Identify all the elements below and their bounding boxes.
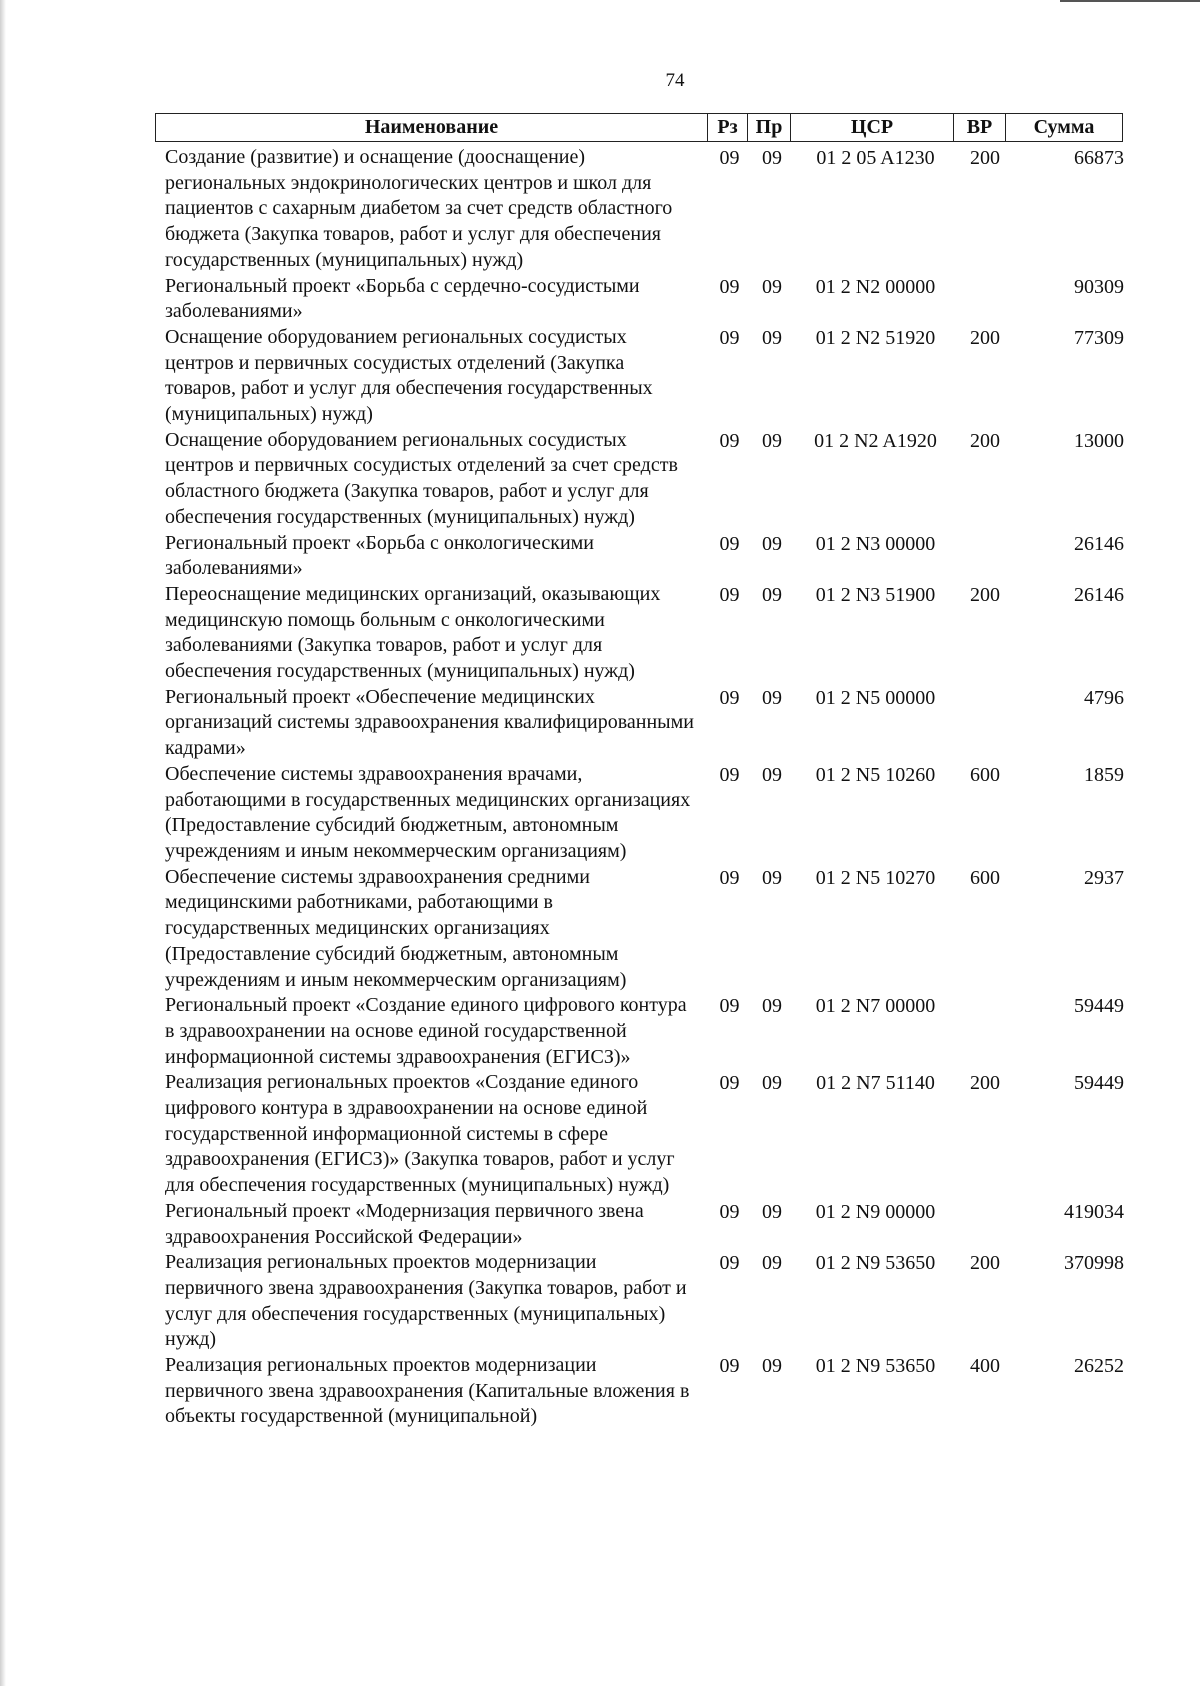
row-vr [958, 685, 1012, 762]
row-pr: 09 [762, 583, 782, 606]
row-name: Региональный проект «Борьба с онкологическими заболеваниями» [165, 531, 595, 580]
row-vr [958, 274, 1012, 325]
table-row [165, 145, 1135, 274]
row-name: Реализация региональных проектов модернизации первичного звена здравоохранения (Капитальные вложения в объекты государственной (муниципальной) [165, 1354, 690, 1428]
row-sum: 59449 [1074, 1072, 1124, 1095]
row-name: Оснащение оборудованием региональных сосудистых центров и первичных сосудистых отделений за счет средств областного бюджета (Закупка товаров, работ и услуг для обеспечения государственных (муниципальных) нужд) [165, 428, 678, 528]
table-row [165, 1070, 1135, 1199]
row-name: Реализация региональных проектов «Создание единого цифрового контура в здравоохранении на основе единой государственной информационной системы в сфере здравоохранения (ЕГИСЗ)» (Закупка товаров, работ и услуг для обеспечения государственных (муниципальных) нужд) [165, 1071, 675, 1197]
row-pr: 09 [762, 326, 782, 349]
row-sum: 2937 [1084, 866, 1124, 889]
row-rz: 09 [719, 275, 740, 298]
row-sum: 26146 [1074, 583, 1124, 606]
row-name: Обеспечение системы здравоохранения средними медицинскими работниками, работающими в государственных медицинских организациях (Предоставление субсидий бюджетным, автономным учреждениям и иным некоммерческим организациям) [165, 865, 627, 991]
row-rz: 09 [719, 1072, 740, 1095]
row-name: Переоснащение медицинских организаций, оказывающих медицинскую помощь больным с онкологическими заболеваниями (Закупка товаров, работ и услуг для обеспечения государственных (муниципальных) нужд) [165, 582, 661, 683]
row-pr: 09 [762, 1355, 782, 1378]
table-row [165, 993, 1135, 1070]
row-csr: 01 2 N9 53650 [815, 1355, 936, 1378]
row-pr: 09 [762, 532, 782, 555]
header-sum: Сумма [1006, 113, 1123, 142]
row-name: Региональный проект «Обеспечение медицинских организаций системы здравоохранения квалифицированными кадрами» [165, 685, 694, 760]
row-vr: 200 [970, 326, 1000, 349]
row-sum: 59449 [1074, 995, 1124, 1018]
row-rz: 09 [719, 686, 740, 709]
row-vr: 200 [970, 1072, 1000, 1095]
row-sum: 66873 [1074, 147, 1124, 169]
table-header [155, 113, 1135, 145]
table-row [165, 1353, 1135, 1430]
row-pr: 09 [762, 686, 782, 709]
row-rz: 09 [719, 995, 740, 1018]
row-pr: 09 [762, 1252, 782, 1275]
row-vr: 200 [970, 1252, 1000, 1275]
row-pr: 09 [762, 1072, 782, 1095]
row-csr: 01 2 N3 00000 [815, 532, 936, 555]
row-csr: 01 2 N5 00000 [815, 686, 936, 709]
row-rz: 09 [719, 763, 740, 786]
header-vr: ВР [954, 113, 1006, 142]
header-csr: ЦСР [791, 113, 954, 142]
row-vr: 600 [970, 763, 1000, 786]
row-sum: 419034 [1064, 1200, 1124, 1223]
row-rz: 09 [719, 147, 740, 169]
row-vr: 400 [970, 1355, 1000, 1378]
table-row [165, 274, 1135, 325]
row-csr: 01 2 N2 A1920 [814, 429, 937, 452]
row-name: Оснащение оборудованием региональных сосудистых центров и первичных сосудистых отделений (Закупка товаров, работ и услуг для обеспечения государственных (муниципальных) нужд) [165, 325, 653, 426]
row-pr: 09 [762, 866, 782, 889]
row-vr: 200 [970, 583, 1000, 606]
row-pr: 09 [762, 429, 782, 452]
row-rz: 09 [719, 1252, 740, 1275]
row-sum: 1859 [1084, 763, 1124, 786]
row-sum: 370998 [1064, 1252, 1124, 1275]
row-pr: 09 [762, 275, 782, 298]
row-name: Создание (развитие) и оснащение (дооснащение) региональных эндокринологических центров и школ для пациентов с сахарным диабетом за счет средств областного бюджета (Закупка товаров, работ и услуг для обеспечения государственных (муниципальных) нужд) [165, 146, 673, 271]
row-sum: 26146 [1074, 532, 1124, 555]
row-rz: 09 [719, 866, 740, 889]
row-pr: 09 [762, 147, 782, 169]
row-sum: 13000 [1074, 429, 1124, 452]
row-csr: 01 2 N9 53650 [815, 1252, 936, 1275]
row-vr [958, 1199, 1012, 1250]
row-rz: 09 [719, 583, 740, 606]
row-csr: 01 2 05 A1230 [816, 147, 935, 169]
table-row [165, 1250, 1135, 1353]
row-sum: 4796 [1084, 686, 1124, 709]
row-rz: 09 [719, 532, 740, 555]
row-vr: 600 [970, 866, 1000, 889]
table-row [165, 531, 1135, 582]
table-row [165, 865, 1135, 994]
row-csr: 01 2 N9 00000 [815, 1200, 936, 1223]
page-number: 74 [665, 70, 685, 91]
row-vr: 200 [970, 429, 1000, 452]
row-csr: 01 2 N5 10270 [815, 866, 936, 889]
header-rz: Рз [708, 113, 748, 142]
row-name: Реализация региональных проектов модернизации первичного звена здравоохранения (Закупка товаров, работ и услуг для обеспечения государственных (муниципальных) нужд) [165, 1251, 687, 1351]
row-pr: 09 [762, 1200, 782, 1223]
row-vr [958, 531, 1012, 582]
row-sum: 26252 [1074, 1355, 1124, 1378]
row-pr: 09 [762, 995, 782, 1018]
row-csr: 01 2 N2 51920 [815, 326, 936, 349]
row-rz: 09 [719, 326, 740, 349]
scan-edge [0, 0, 6, 1686]
row-csr: 01 2 N7 51140 [816, 1072, 935, 1095]
table-body [165, 145, 1135, 1430]
row-rz: 09 [719, 1200, 740, 1223]
row-name: Обеспечение системы здравоохранения врачами, работающими в государственных медицинских организациях (Предоставление субсидий бюджетным, автономным учреждениям и иным некоммерческим организациям) [165, 762, 691, 862]
header-name: Наименование [155, 113, 708, 142]
table-row [165, 762, 1135, 865]
row-rz: 09 [719, 1355, 740, 1378]
row-name: Региональный проект «Создание единого цифрового контура в здравоохранении на основе единой государственной информационной системы здравоохранения (ЕГИСЗ)» [165, 994, 687, 1068]
table-row [165, 428, 1135, 531]
row-vr: 200 [970, 147, 1000, 169]
row-pr: 09 [762, 763, 782, 786]
row-csr: 01 2 N7 00000 [815, 995, 936, 1018]
table-row [165, 685, 1135, 762]
table-row [165, 325, 1135, 428]
row-csr: 01 2 N3 51900 [815, 583, 936, 606]
header-pr: Пр [748, 113, 791, 142]
row-rz: 09 [719, 429, 740, 452]
row-name: Региональный проект «Модернизация первичного звена здравоохранения Российской Федерации» [165, 1199, 644, 1248]
row-sum: 77309 [1074, 326, 1124, 349]
row-sum: 90309 [1074, 275, 1124, 298]
table-row [165, 582, 1135, 685]
row-name: Региональный проект «Борьба с сердечно-сосудистыми заболеваниями» [165, 274, 640, 323]
table-row [165, 1199, 1135, 1250]
row-csr: 01 2 N5 10260 [815, 763, 936, 786]
row-csr: 01 2 N2 00000 [815, 275, 936, 298]
row-vr [958, 993, 1012, 1070]
top-rule [1060, 0, 1200, 2]
